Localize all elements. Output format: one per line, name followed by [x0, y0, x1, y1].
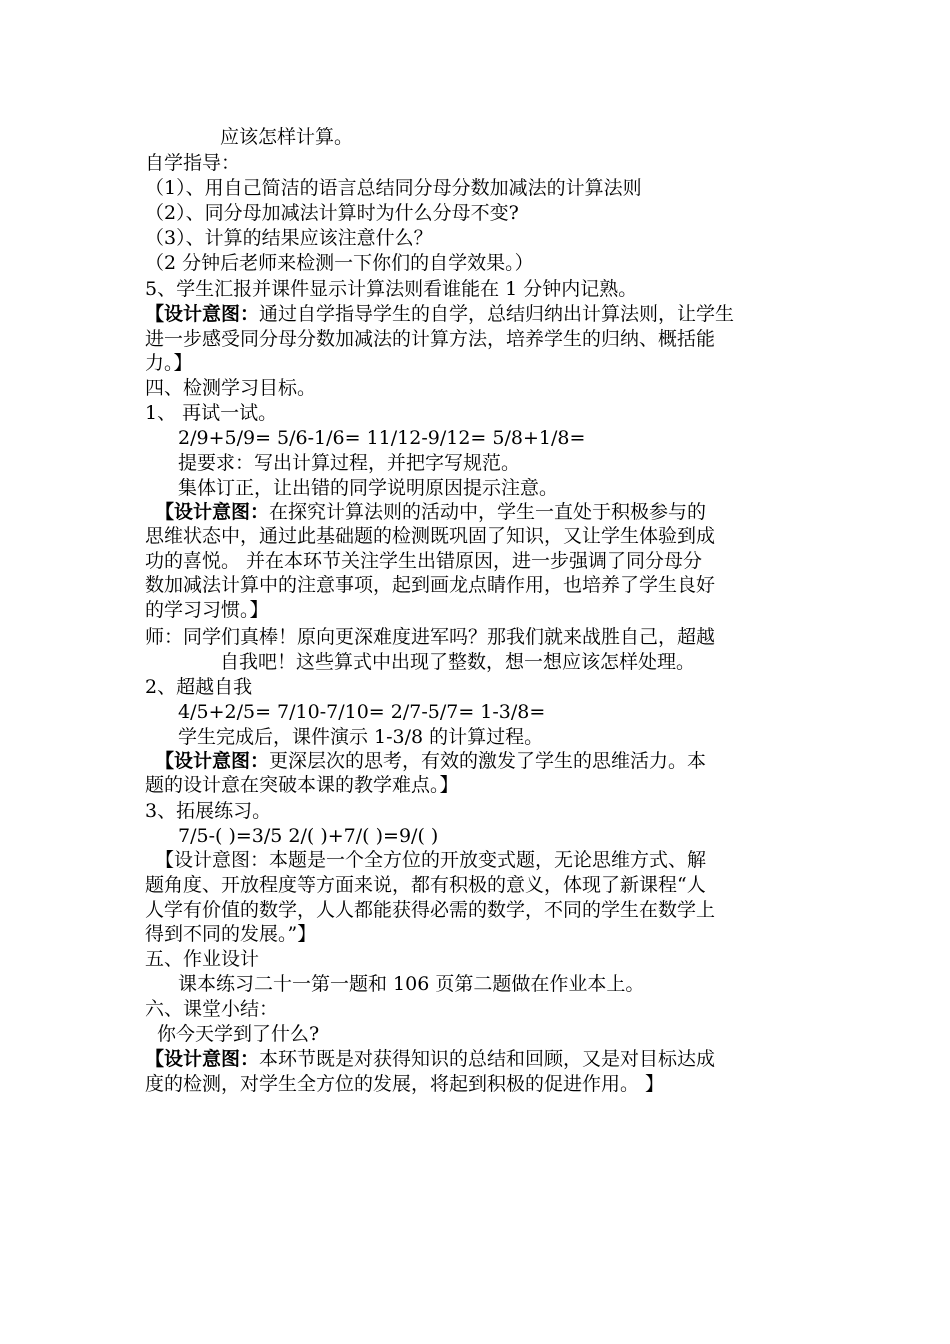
- text-line: 思维状态中，通过此基础题的检测既巩固了知识，又让学生体验到成: [145, 525, 716, 547]
- design-intent-line: [155, 749, 810, 773]
- design-intent-label: 【设计意图：: [145, 303, 260, 325]
- text-line: 数加减法计算中的注意事项，起到画龙点睛作用，也培养了学生良好: [145, 574, 716, 596]
- design-intent-label: 【设计意图：: [155, 501, 270, 523]
- text-line: 题的设计意在突破本课的教学难点。】: [145, 774, 459, 796]
- design-intent-line: [145, 1047, 810, 1071]
- text-line: 自我吧！这些算式中出现了整数，想一想应该怎样处理。: [220, 651, 696, 673]
- design-intent-text: 本环节既是对获得知识的总结和回顾，又是对目标达成: [259, 1048, 716, 1070]
- text-line: 进一步感受同分母分数加减法的计算方法，培养学生的归纳、概括能: [145, 328, 716, 350]
- text-line: 学生完成后，课件演示 1-3/8 的计算过程。: [178, 726, 544, 748]
- section-heading-4: 四、检测学习目标。: [145, 377, 317, 399]
- text-line: 题角度、开放程度等方面来说，都有积极的意义，体现了新课程“人: [145, 874, 706, 896]
- text-line: （2 分钟后老师来检测一下你们的自学效果。）: [145, 252, 534, 274]
- text-line: （3）、计算的结果应该注意什么？: [145, 227, 433, 249]
- design-intent-line: [155, 500, 810, 524]
- heading-self-study: 自学指导：: [145, 152, 241, 174]
- text-line: 集体订正，让出错的同学说明原因提示注意。: [178, 477, 559, 499]
- text-line: 功的喜悦。 并在本环节关注学生出错原因，进一步强调了同分母分: [145, 550, 703, 572]
- text-line: （1）、用自己简洁的语言总结同分母分数加减法的计算法则: [145, 177, 642, 199]
- text-line: 2、超越自我: [145, 676, 253, 698]
- text-line: 1、 再试一试。: [145, 402, 278, 424]
- design-intent-text: 通过自学指导学生的自学，总结归纳出计算法则，让学生: [259, 303, 735, 325]
- text-line: 课本练习二十一第一题和 106 页第二题做在作业本上。: [178, 973, 645, 995]
- text-line: 度的检测，对学生全方位的发展，将起到积极的促进作用。 】: [145, 1073, 665, 1095]
- exercise-line: 7/5-( )=3/5 2/( )+7/( )=9/( ): [178, 825, 439, 847]
- text-line: 你今天学到了什么?: [157, 1023, 320, 1045]
- text-line: 应该怎样计算。: [220, 126, 354, 148]
- text-line: 得到不同的发展。”】: [145, 923, 317, 945]
- text-line: 【设计意图：本题是一个全方位的开放变式题，无论思维方式、解: [155, 849, 707, 871]
- design-intent-text: 在探究计算法则的活动中，学生一直处于积极参与的: [269, 501, 707, 523]
- text-line: 提要求：写出计算过程，并把字写规范。: [178, 452, 521, 474]
- design-intent-line: [145, 302, 810, 326]
- exercise-line: 4/5+2/5= 7/10-7/10= 2/7-5/7= 1-3/8=: [178, 701, 546, 723]
- design-intent-text: 更深层次的思考，有效的激发了学生的思维活力。本: [269, 750, 707, 772]
- text-line: 人学有价值的数学，人人都能获得必需的数学，不同的学生在数学上: [145, 899, 716, 921]
- design-intent-label: 【设计意图：: [145, 1048, 260, 1070]
- exercise-line: 2/9+5/9= 5/6-1/6= 11/12-9/12= 5/8+1/8=: [178, 427, 586, 449]
- design-intent-label: 【设计意图：: [155, 750, 270, 772]
- text-line: 力。】: [145, 352, 193, 374]
- section-heading-5: 五、作业设计: [145, 948, 260, 970]
- text-line: （2）、同分母加减法计算时为什么分母不变?: [145, 202, 519, 224]
- text-line: 3、拓展练习。: [145, 800, 272, 822]
- text-line: 5、学生汇报并课件显示计算法则看谁能在 1 分钟内记熟。: [145, 278, 638, 300]
- text-line: 的学习习惯。】: [145, 599, 269, 621]
- text-line: 师：同学们真棒！原向更深难度进军吗？那我们就来战胜自己，超越: [145, 626, 716, 648]
- section-heading-6: 六、课堂小结：: [145, 998, 279, 1020]
